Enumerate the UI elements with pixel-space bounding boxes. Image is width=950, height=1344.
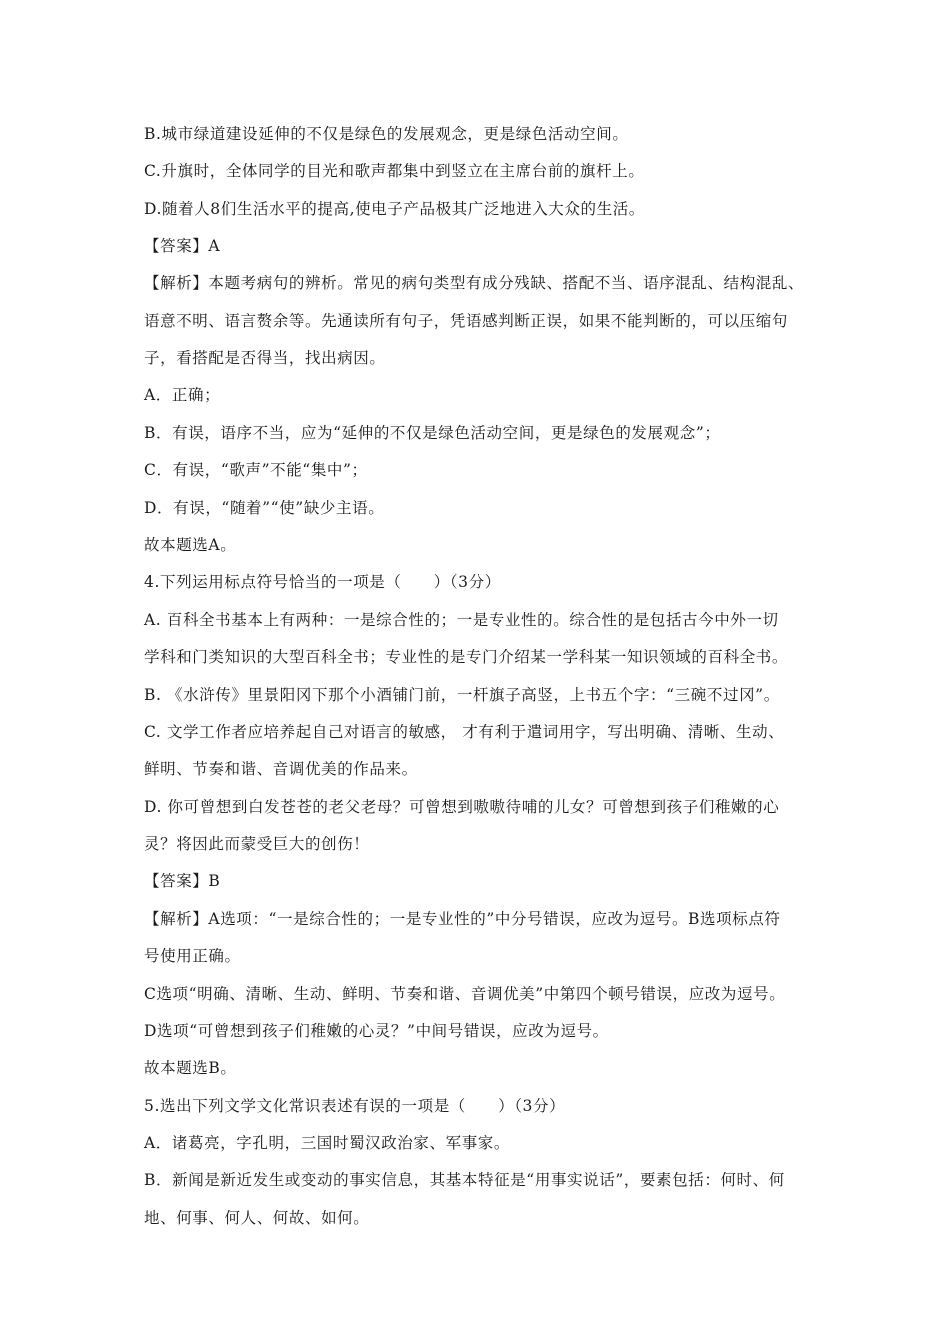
text-line: A．诸葛亮，字孔明，三国时蜀汉政治家、军事家。: [144, 1134, 510, 1152]
text-line: D. 你可曾想到白发苍苍的老父老母？可曾想到嗷嗷待哺的儿女？可曾想到孩子们稚嫩的心: [144, 798, 780, 816]
text-line: A. 百科全书基本上有两种：一是综合性的；一是专业性的。综合性的是包括古今中外一切: [144, 611, 779, 629]
text-line: C.升旗时，全体同学的目光和歌声都集中到竖立在主席台前的旗杆上。: [144, 162, 645, 180]
text-line: A．正确；: [144, 386, 221, 404]
text-line: 地、何事、何人、何故、如何。: [144, 1209, 370, 1227]
question-line: 5.选出下列文学文化常识表述有误的一项是（ ）（3分）: [144, 1097, 566, 1115]
question-line: 4.下列运用标点符号恰当的一项是（ ）（3分）: [144, 573, 501, 591]
text-line: 灵？将因此而蒙受巨大的创伤！: [144, 835, 370, 853]
text-line: B. 《水浒传》里景阳冈下那个小酒铺门前，一杆旗子高竖，上书五个字：“三碗不过冈”。: [144, 686, 780, 704]
text-line: B.城市绿道建设延伸的不仅是绿色的发展观念，更是绿色活动空间。: [144, 125, 629, 143]
text-line: D.随着人8们生活水平的提高,使电子产品极其广泛地进入大众的生活。: [144, 200, 645, 218]
text-line: 学科和门类知识的大型百科全书；专业性的是专门介绍某一学科某一知识领域的百科全书。: [144, 648, 789, 666]
text-line: 号使用正确。: [144, 947, 241, 965]
answer-line: 【答案】B: [144, 872, 221, 890]
text-line: D选项“可曾想到孩子们稚嫩的心灵？”中间号错误，应改为逗号。: [144, 1022, 609, 1040]
text-line: 故本题选B。: [144, 1059, 237, 1077]
text-line: B．有误，语序不当，应为“延伸的不仅是绿色活动空间，更是绿色的发展观念”；: [144, 424, 721, 442]
text-line: 故本题选A。: [144, 536, 237, 554]
text-line: C. 文学工作者应培养起自己对语言的敏感， 才有利于遣词用字，写出明确、清晰、生动、: [144, 723, 785, 741]
text-line: D．有误，“随着”“使”缺少主语。: [144, 499, 385, 517]
text-line: 子，看搭配是否得当，找出病因。: [144, 349, 386, 367]
text-line: 语意不明、语言赘余等。先通读所有句子，凭语感判断正误，如果不能判断的，可以压缩句: [144, 312, 789, 330]
text-line: B．新闻是新近发生或变动的事实信息，其基本特征是“用事实说话”，要素包括：何时、何: [144, 1171, 785, 1189]
analysis-line: 【解析】本题考病句的辨析。常见的病句类型有成分残缺、搭配不当、语序混乱、结构混乱、: [144, 274, 805, 292]
text-line: C选项“明确、清晰、生动、鲜明、节奏和谐、音调优美”中第四个顿号错误，应改为逗号。: [144, 985, 786, 1003]
analysis-line: 【解析】A选项：“一是综合性的；一是专业性的”中分号错误，应改为逗号。B选项标点符: [144, 910, 781, 928]
text-line: C．有误，“歌声”不能“集中”；: [144, 461, 368, 479]
text-line: 鲜明、节奏和谐、音调优美的作品来。: [144, 760, 418, 778]
answer-line: 【答案】A: [144, 237, 221, 255]
